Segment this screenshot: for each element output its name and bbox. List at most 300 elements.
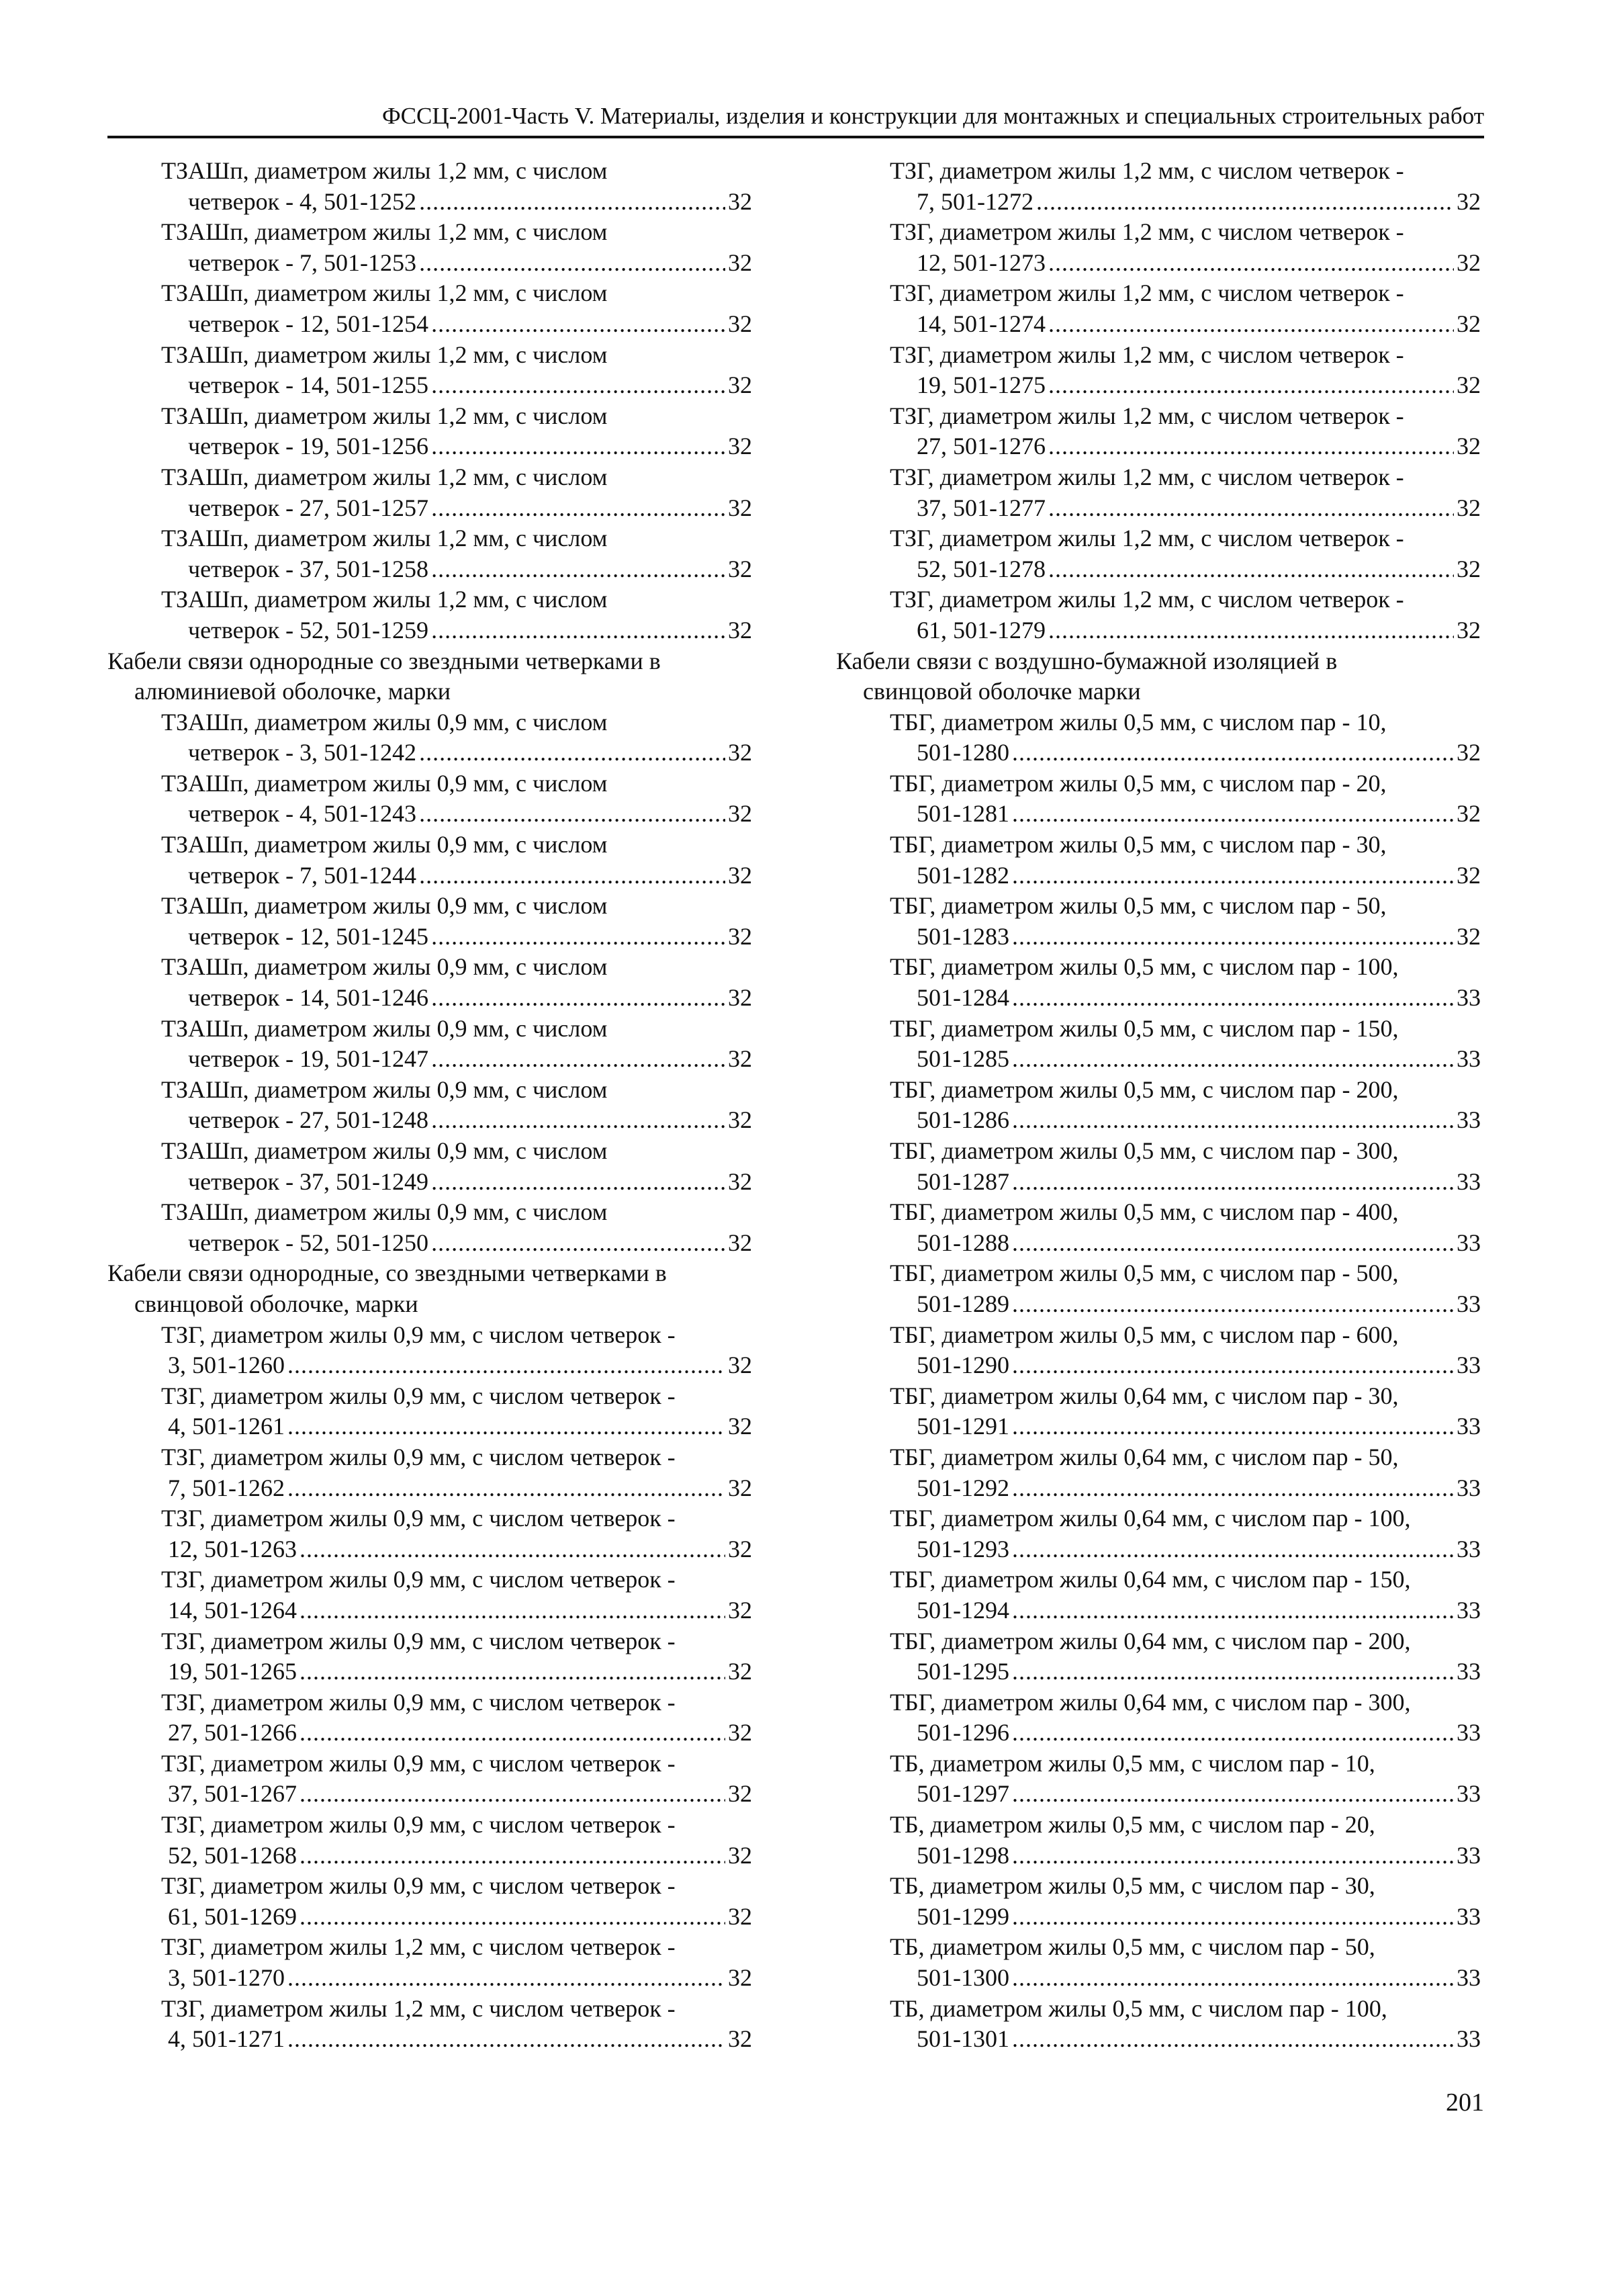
entry-code-line: [836, 2024, 1481, 2055]
dot-leader: [1012, 860, 1454, 891]
entry-code-line: [836, 1044, 1481, 1075]
entry-code: 501-1282: [917, 861, 1009, 889]
entry-description: ТЗАШп, диаметром жилы 1,2 мм, с числом: [161, 463, 608, 490]
dot-leader: [1012, 1718, 1454, 1749]
entry-description: ТЗАШп, диаметром жилы 0,9 мм, с числом: [161, 953, 608, 981]
entry-page-ref: 32: [728, 2025, 752, 2053]
dot-leader: [419, 187, 725, 218]
entry-page-ref: 33: [1457, 1352, 1481, 1379]
index-entry: [836, 768, 1481, 830]
entry-page-ref: 32: [1457, 800, 1481, 828]
index-entry: [107, 1320, 752, 1381]
dot-leader: [419, 248, 725, 279]
entry-code: четверок - 3, 501-1242: [188, 739, 417, 766]
index-entry: [836, 156, 1481, 217]
entry-description: ТЗАШп, диаметром жилы 0,9 мм, с числом: [161, 892, 608, 920]
dot-leader: [1048, 431, 1454, 462]
entry-description: ТБГ, диаметром жилы 0,5 мм, с числом пар - 600,: [890, 1321, 1399, 1348]
entry-code-line: [836, 799, 1481, 830]
dot-leader: [300, 1902, 725, 1933]
entry-code-line: [107, 248, 752, 279]
index-entry: [836, 1136, 1481, 1197]
entry-page-ref: 32: [1457, 616, 1481, 644]
entry-page-ref: 32: [728, 1658, 752, 1685]
entry-code-line: [107, 1902, 752, 1933]
dot-leader: [1012, 1473, 1454, 1504]
dot-leader: [1012, 922, 1454, 953]
index-entry: [836, 462, 1481, 523]
entry-description: ТЗАШп, диаметром жилы 1,2 мм, с числом: [161, 341, 608, 368]
entry-description: ТЗГ, диаметром жилы 1,2 мм, с числом четверок -: [890, 402, 1404, 429]
entry-description: ТЗГ, диаметром жилы 0,9 мм, с числом четверок -: [161, 1321, 676, 1348]
dot-leader: [1036, 187, 1454, 218]
index-entry: [107, 952, 752, 1013]
index-entry: [836, 1197, 1481, 1258]
entry-code: 501-1292: [917, 1474, 1009, 1501]
dot-leader: [431, 1167, 725, 1198]
entry-description: ТБГ, диаметром жилы 0,5 мм, с числом пар - 30,: [890, 831, 1387, 858]
dot-leader: [287, 1473, 725, 1504]
entry-code: 501-1295: [917, 1658, 1009, 1685]
index-entry: [836, 584, 1481, 646]
entry-code-line: [107, 1841, 752, 1871]
section-heading-line2: алюминиевой оболочке, марки: [134, 678, 451, 705]
entry-description: ТЗГ, диаметром жилы 0,9 мм, с числом четверок -: [161, 1688, 676, 1716]
entry-code-line: [836, 1718, 1481, 1749]
entry-description: ТЗГ, диаметром жилы 0,9 мм, с числом четверок -: [161, 1627, 676, 1654]
section-heading-line1: Кабели связи однородные со звездными четверками в: [107, 647, 661, 674]
entry-description: ТЗГ, диаметром жилы 1,2 мм, с числом четверок -: [890, 463, 1404, 490]
entry-code-line: [836, 1779, 1481, 1810]
entry-page-ref: 32: [728, 555, 752, 582]
entry-page-ref: 32: [728, 1719, 752, 1747]
entry-code: 4, 501-1261: [168, 1413, 285, 1440]
entry-page-ref: 32: [728, 616, 752, 644]
entry-code: 61, 501-1279: [917, 616, 1046, 644]
running-header: ФССЦ-2001-Часть V. Материалы, изделия и конструкции для монтажных и специальных строительных работ: [381, 103, 1484, 129]
entry-description: ТЗГ, диаметром жилы 1,2 мм, с числом четверок -: [161, 1994, 676, 2022]
entry-description: ТБГ, диаметром жилы 0,5 мм, с числом пар - 100,: [890, 953, 1399, 981]
entry-page-ref: 32: [1457, 861, 1481, 889]
index-entry: [107, 584, 752, 646]
index-entry: [836, 1014, 1481, 1075]
index-entry: [107, 523, 752, 584]
entry-description: ТБ, диаметром жилы 0,5 мм, с числом пар - 10,: [890, 1749, 1375, 1777]
index-entry: [107, 1197, 752, 1258]
entry-description: ТЗГ, диаметром жилы 1,2 мм, с числом четверок -: [161, 1933, 676, 1961]
entry-code-line: [836, 615, 1481, 646]
entry-code-line: [107, 615, 752, 646]
entry-page-ref: 32: [728, 1413, 752, 1440]
entry-description: ТЗГ, диаметром жилы 0,9 мм, с числом четверок -: [161, 1566, 676, 1593]
entry-description: ТЗАШп, диаметром жилы 0,9 мм, с числом: [161, 1075, 608, 1103]
entry-description: ТЗАШп, диаметром жилы 1,2 мм, с числом: [161, 525, 608, 552]
entry-code-line: [107, 1350, 752, 1381]
entry-page-ref: 33: [1457, 1045, 1481, 1073]
index-entry: [107, 1687, 752, 1749]
page-number: 201: [1446, 2088, 1484, 2117]
entry-code: 52, 501-1268: [168, 1841, 297, 1869]
dot-leader: [1012, 1902, 1454, 1933]
dot-leader: [1012, 983, 1454, 1014]
entry-description: ТБГ, диаметром жилы 0,5 мм, с числом пар - 20,: [890, 769, 1387, 797]
dot-leader: [1048, 615, 1454, 646]
entry-code: 19, 501-1265: [168, 1658, 297, 1685]
dot-leader: [287, 2024, 725, 2055]
entry-code: четверок - 12, 501-1245: [188, 922, 429, 950]
entry-code: 501-1291: [917, 1413, 1009, 1440]
index-column-right: [836, 156, 1481, 2055]
index-entry: [836, 707, 1481, 768]
index-entry: [107, 1626, 752, 1687]
entry-description: ТБ, диаметром жилы 0,5 мм, с числом пар - 30,: [890, 1872, 1375, 1900]
dot-leader: [1012, 738, 1454, 768]
entry-description: ТЗАШп, диаметром жилы 0,9 мм, с числом: [161, 708, 608, 736]
entry-code: 27, 501-1276: [917, 433, 1046, 460]
dot-leader: [419, 738, 725, 768]
entry-description: ТБГ, диаметром жилы 0,5 мм, с числом пар - 300,: [890, 1137, 1399, 1164]
entry-code: четверок - 4, 501-1252: [188, 187, 417, 215]
dot-leader: [287, 1350, 725, 1381]
index-entry: [107, 768, 752, 830]
index-entry: [836, 1932, 1481, 1993]
entry-code: 501-1280: [917, 739, 1009, 766]
entry-code: 7, 501-1272: [917, 187, 1034, 215]
entry-code: 501-1284: [917, 984, 1009, 1012]
entry-description: ТБ, диаметром жилы 0,5 мм, с числом пар - 20,: [890, 1811, 1375, 1839]
entry-page-ref: 32: [728, 861, 752, 889]
dot-leader: [1048, 493, 1454, 524]
entry-page-ref: 32: [728, 1841, 752, 1869]
entry-page-ref: 33: [1457, 1413, 1481, 1440]
entry-page-ref: 33: [1457, 2025, 1481, 2053]
dot-leader: [431, 370, 725, 401]
entry-code-line: [107, 554, 752, 585]
index-entry: [836, 1442, 1481, 1503]
entry-page-ref: 32: [728, 1167, 752, 1195]
entry-page-ref: 32: [728, 1902, 752, 1930]
index-entry: [836, 1626, 1481, 1687]
entry-page-ref: 33: [1457, 984, 1481, 1012]
entry-code-line: [107, 370, 752, 401]
entry-code: четверок - 52, 501-1259: [188, 616, 429, 644]
entry-description: ТЗАШп, диаметром жилы 1,2 мм, с числом: [161, 279, 608, 307]
entry-code: четверок - 37, 501-1249: [188, 1167, 429, 1195]
entry-code: 501-1301: [917, 2025, 1009, 2053]
entry-code: 501-1281: [917, 800, 1009, 828]
entry-page-ref: 33: [1457, 1841, 1481, 1869]
entry-page-ref: 32: [728, 1106, 752, 1134]
entry-code-line: [107, 1595, 752, 1626]
entry-code-line: [836, 922, 1481, 953]
entry-code: 12, 501-1263: [168, 1535, 297, 1562]
entry-page-ref: 32: [728, 984, 752, 1012]
index-entry: [107, 217, 752, 278]
index-entry: [107, 1503, 752, 1564]
section-heading: [107, 1258, 752, 1319]
entry-page-ref: 32: [728, 371, 752, 399]
dot-leader: [300, 1595, 725, 1626]
dot-leader: [300, 1779, 725, 1810]
index-entry: [836, 1564, 1481, 1626]
index-entry: [107, 278, 752, 339]
entry-description: ТЗАШп, диаметром жилы 1,2 мм, с числом: [161, 218, 608, 246]
entry-code: 501-1285: [917, 1045, 1009, 1073]
entry-code-line: [836, 1167, 1481, 1198]
entry-description: ТБ, диаметром жилы 0,5 мм, с числом пар - 50,: [890, 1933, 1375, 1961]
entry-code: четверок - 7, 501-1244: [188, 861, 417, 889]
entry-page-ref: 32: [728, 494, 752, 521]
entry-code: четверок - 37, 501-1258: [188, 555, 429, 582]
entry-code-line: [836, 1473, 1481, 1504]
entry-description: ТЗГ, диаметром жилы 0,9 мм, с числом четверок -: [161, 1443, 676, 1470]
dot-leader: [431, 1044, 725, 1075]
dot-leader: [431, 983, 725, 1014]
entry-description: ТЗАШп, диаметром жилы 0,9 мм, с числом: [161, 831, 608, 858]
entry-description: ТЗАШп, диаметром жилы 0,9 мм, с числом: [161, 769, 608, 797]
index-entry: [836, 1075, 1481, 1136]
entry-description: ТБ, диаметром жилы 0,5 мм, с числом пар - 100,: [890, 1994, 1387, 2022]
index-entry: [107, 1075, 752, 1136]
index-entry: [107, 830, 752, 891]
entry-code-line: [107, 1044, 752, 1075]
entry-code: 501-1286: [917, 1106, 1009, 1134]
entry-page-ref: 32: [1457, 249, 1481, 276]
entry-code: четверок - 7, 501-1253: [188, 249, 417, 276]
entry-code-line: [836, 1534, 1481, 1565]
entry-page-ref: 32: [728, 1596, 752, 1624]
index-column-left: [107, 156, 752, 2055]
entry-description: ТБГ, диаметром жилы 0,5 мм, с числом пар - 400,: [890, 1198, 1399, 1226]
entry-page-ref: 32: [728, 800, 752, 828]
dot-leader: [1012, 1963, 1454, 1994]
entry-page-ref: 32: [728, 1964, 752, 1992]
index-entry: [836, 1749, 1481, 1810]
entry-code-line: [107, 983, 752, 1014]
entry-code-line: [836, 1350, 1481, 1381]
entry-description: ТЗГ, диаметром жилы 0,9 мм, с числом четверок -: [161, 1505, 676, 1532]
entry-page-ref: 33: [1457, 1596, 1481, 1624]
entry-code: четверок - 27, 501-1248: [188, 1106, 429, 1134]
entry-description: ТЗАШп, диаметром жилы 0,9 мм, с числом: [161, 1014, 608, 1042]
index-entry: [107, 1871, 752, 1932]
index-entry: [836, 523, 1481, 584]
entry-code-line: [107, 738, 752, 768]
entry-code-line: [836, 493, 1481, 524]
entry-code-line: [836, 309, 1481, 340]
dot-leader: [300, 1841, 725, 1871]
dot-leader: [419, 799, 725, 830]
entry-page-ref: 32: [1457, 371, 1481, 399]
entry-code-line: [107, 309, 752, 340]
entry-description: ТЗГ, диаметром жилы 1,2 мм, с числом четверок -: [890, 279, 1404, 307]
entry-code-line: [107, 1534, 752, 1565]
entry-description: ТБГ, диаметром жилы 0,5 мм, с числом пар - 50,: [890, 892, 1387, 920]
dot-leader: [1012, 1595, 1454, 1626]
entry-description: ТЗГ, диаметром жилы 0,9 мм, с числом четверок -: [161, 1872, 676, 1900]
entry-code-line: [107, 1228, 752, 1259]
index-entry: [107, 1442, 752, 1503]
dot-leader: [431, 1228, 725, 1259]
entry-code-line: [836, 1963, 1481, 1994]
entry-description: ТЗАШп, диаметром жилы 1,2 мм, с числом: [161, 402, 608, 429]
entry-code: 3, 501-1260: [168, 1352, 285, 1379]
entry-description: ТЗГ, диаметром жилы 1,2 мм, с числом четверок -: [890, 586, 1404, 613]
index-entry: [836, 830, 1481, 891]
dot-leader: [1012, 1289, 1454, 1320]
entry-code: четверок - 19, 501-1247: [188, 1045, 429, 1073]
index-entry: [107, 1994, 752, 2055]
entry-description: ТЗГ, диаметром жилы 1,2 мм, с числом четверок -: [890, 525, 1404, 552]
index-entry: [107, 891, 752, 952]
index-entry: [836, 278, 1481, 339]
dot-leader: [300, 1534, 725, 1565]
entry-code-line: [836, 554, 1481, 585]
entry-code: 37, 501-1267: [168, 1780, 297, 1808]
entry-code: 12, 501-1273: [917, 249, 1046, 276]
entry-code: 501-1293: [917, 1535, 1009, 1562]
entry-code-line: [836, 1411, 1481, 1442]
index-entry: [107, 1932, 752, 1993]
entry-code-line: [107, 1779, 752, 1810]
entry-code-line: [836, 370, 1481, 401]
entry-code: четверок - 4, 501-1243: [188, 800, 417, 828]
entry-page-ref: 32: [1457, 187, 1481, 215]
entry-code: 501-1283: [917, 922, 1009, 950]
entry-code: 501-1287: [917, 1167, 1009, 1195]
entry-page-ref: 33: [1457, 1290, 1481, 1317]
entry-page-ref: 33: [1457, 1474, 1481, 1501]
index-entry: [107, 340, 752, 401]
entry-page-ref: 32: [728, 249, 752, 276]
entry-code-line: [836, 1105, 1481, 1136]
dot-leader: [1012, 799, 1454, 830]
entry-description: ТБГ, диаметром жилы 0,64 мм, с числом пар - 50,: [890, 1443, 1399, 1470]
entry-code-line: [107, 1718, 752, 1749]
entry-page-ref: 32: [728, 187, 752, 215]
entry-description: ТЗГ, диаметром жилы 1,2 мм, с числом четверок -: [890, 341, 1404, 368]
index-entry: [107, 1810, 752, 1871]
entry-code-line: [107, 493, 752, 524]
index-entry: [836, 1871, 1481, 1932]
entry-code: 501-1294: [917, 1596, 1009, 1624]
index-entry: [107, 1564, 752, 1626]
dot-leader: [300, 1657, 725, 1687]
index-entry: [107, 156, 752, 217]
dot-leader: [1012, 1841, 1454, 1871]
entry-code-line: [836, 1657, 1481, 1687]
entry-page-ref: 32: [728, 1474, 752, 1501]
entry-page-ref: 32: [728, 922, 752, 950]
entry-code: четверок - 19, 501-1256: [188, 433, 429, 460]
header-rule: [107, 136, 1484, 138]
dot-leader: [1012, 1411, 1454, 1442]
entry-description: ТЗГ, диаметром жилы 0,9 мм, с числом четверок -: [161, 1749, 676, 1777]
entry-page-ref: 32: [728, 1229, 752, 1256]
entry-code: 14, 501-1274: [917, 310, 1046, 337]
entry-page-ref: 33: [1457, 1106, 1481, 1134]
section-heading-line2: свинцовой оболочке, марки: [134, 1290, 418, 1317]
entry-page-ref: 33: [1457, 1780, 1481, 1808]
entry-code: 61, 501-1269: [168, 1902, 297, 1930]
entry-code-line: [107, 1657, 752, 1687]
entry-page-ref: 33: [1457, 1964, 1481, 1992]
index-entry: [836, 401, 1481, 462]
index-entry: [836, 340, 1481, 401]
dot-leader: [1012, 1534, 1454, 1565]
entry-code: 37, 501-1277: [917, 494, 1046, 521]
entry-code: четверок - 14, 501-1255: [188, 371, 429, 399]
entry-code: 501-1296: [917, 1719, 1009, 1747]
entry-code-line: [836, 738, 1481, 768]
entry-code-line: [107, 860, 752, 891]
entry-description: ТЗГ, диаметром жилы 0,9 мм, с числом четверок -: [161, 1382, 676, 1409]
entry-description: ТЗГ, диаметром жилы 0,9 мм, с числом четверок -: [161, 1811, 676, 1839]
entry-code: 14, 501-1264: [168, 1596, 297, 1624]
index-entry: [836, 1687, 1481, 1749]
index-entry: [107, 1014, 752, 1075]
section-heading-line1: Кабели связи с воздушно-бумажной изоляцией в: [836, 647, 1338, 674]
index-entry: [836, 1994, 1481, 2055]
entry-description: ТБГ, диаметром жилы 0,5 мм, с числом пар - 200,: [890, 1075, 1399, 1103]
dot-leader: [1048, 554, 1454, 585]
dot-leader: [1012, 1657, 1454, 1687]
entry-page-ref: 32: [1457, 555, 1481, 582]
entry-code: 501-1297: [917, 1780, 1009, 1808]
entry-code: 501-1288: [917, 1229, 1009, 1256]
dot-leader: [300, 1718, 725, 1749]
dot-leader: [1012, 1167, 1454, 1198]
entry-page-ref: 32: [728, 1045, 752, 1073]
dot-leader: [1048, 370, 1454, 401]
entry-code-line: [107, 1105, 752, 1136]
index-entry: [107, 707, 752, 768]
entry-code: 501-1299: [917, 1902, 1009, 1930]
entry-code-line: [107, 1963, 752, 1994]
entry-description: ТБГ, диаметром жилы 0,5 мм, с числом пар - 10,: [890, 708, 1387, 736]
entry-code: 4, 501-1271: [168, 2025, 285, 2053]
section-heading-line2: свинцовой оболочке марки: [863, 678, 1141, 705]
entry-description: ТБГ, диаметром жилы 0,5 мм, с числом пар - 150,: [890, 1014, 1399, 1042]
entry-description: ТЗАШп, диаметром жилы 0,9 мм, с числом: [161, 1198, 608, 1226]
entry-page-ref: 32: [728, 433, 752, 460]
dot-leader: [419, 860, 725, 891]
dot-leader: [287, 1963, 725, 1994]
entry-description: ТЗАШп, диаметром жилы 1,2 мм, с числом: [161, 157, 608, 184]
dot-leader: [1048, 309, 1454, 340]
entry-description: ТБГ, диаметром жилы 0,64 мм, с числом пар - 30,: [890, 1382, 1399, 1409]
index-entry: [836, 1258, 1481, 1319]
entry-description: ТЗАШп, диаметром жилы 1,2 мм, с числом: [161, 586, 608, 613]
entry-code: 27, 501-1266: [168, 1719, 297, 1747]
section-heading: [836, 646, 1481, 707]
entry-page-ref: 33: [1457, 1229, 1481, 1256]
entry-code-line: [836, 860, 1481, 891]
entry-page-ref: 32: [728, 1352, 752, 1379]
entry-page-ref: 33: [1457, 1167, 1481, 1195]
entry-description: ТБГ, диаметром жилы 0,64 мм, с числом пар - 200,: [890, 1627, 1411, 1654]
entry-code-line: [107, 1167, 752, 1198]
dot-leader: [287, 1411, 725, 1442]
dot-leader: [431, 615, 725, 646]
entry-code: 3, 501-1270: [168, 1964, 285, 1992]
dot-leader: [431, 1105, 725, 1136]
entry-code-line: [836, 187, 1481, 218]
index-entry: [107, 401, 752, 462]
entry-code-line: [107, 922, 752, 953]
entry-code-line: [836, 1289, 1481, 1320]
entry-page-ref: 33: [1457, 1719, 1481, 1747]
